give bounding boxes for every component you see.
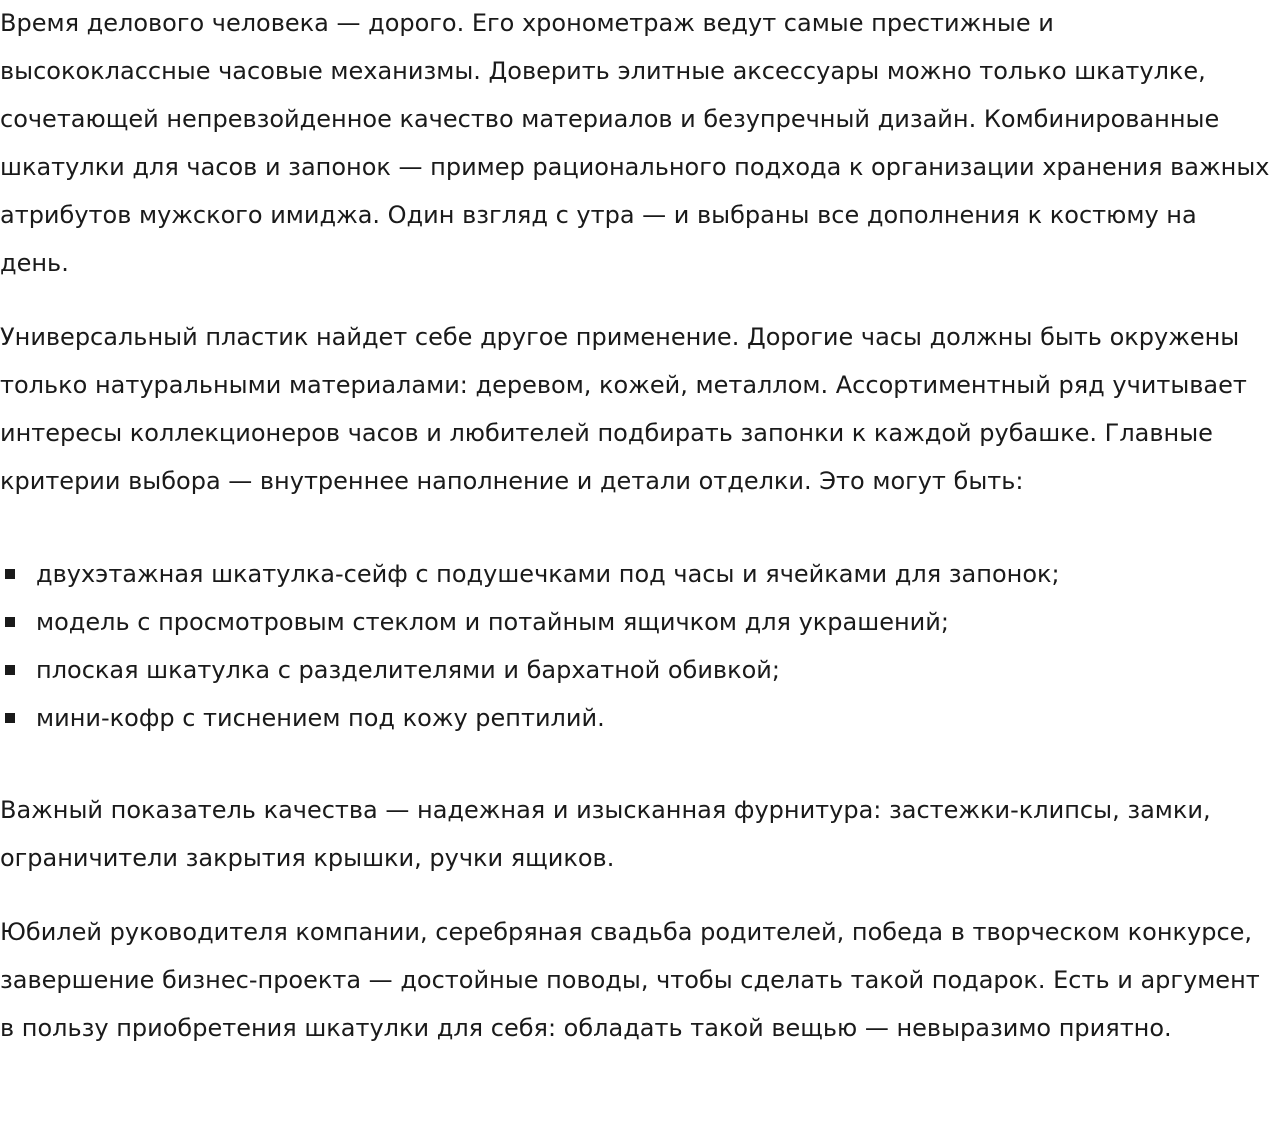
materials-paragraph: Универсальный пластик найдет себе другое применение. Дорогие часы должны быть окружены только натуральными материалами: деревом, кожей, металлом. Ассортиментный ряд учитывает интересы коллекционеров часов и любителей подбирать запонки к каждой рубашке. Главные критерии выбора — внутреннее наполнение и детали отделки. Это могут быть: [0,323,1247,495]
intro-paragraph: Время делового человека — дорого. Его хронометраж ведут самые престижные и высококлассные часовые механизмы. Доверить элитные аксессуары можно только шкатулке, сочетающей непревзойденное качество материалов и безупречный дизайн. Комбинированные шкатулки для часов и запонок — пример рационального подхода к организации хранения важных атрибутов мужского имиджа. Один взгляд с утра — и выбраны все дополнения к костюму на день. [0,9,1270,277]
square-bullet-icon [5,617,15,627]
box-types-list [0,550,1270,742]
square-bullet-icon [5,569,15,579]
list-item [0,598,1270,646]
list-item-text: модель с просмотровым стеклом и потайным ящичком для украшений; [36,608,949,636]
list-item-text: двухэтажная шкатулка-сейф с подушечками под часы и ячейками для запонок; [36,560,1060,588]
list-item [0,646,1270,694]
square-bullet-icon [5,713,15,723]
list-item [0,694,1270,742]
list-item-text: мини-кофр с тиснением под кожу рептилий. [36,704,605,732]
list-item-text: плоская шкатулка с разделителями и бархатной обивкой; [36,656,780,684]
gift-paragraph: Юбилей руководителя компании, серебряная свадьба родителей, победа в творческом конкурсе, завершение бизнес-проекта — достойные поводы, чтобы сделать такой подарок. Есть и аргумент в пользу приобретения шкатулки для себя: обладать такой вещью — невыразимо приятно. [0,918,1260,1042]
list-item [0,550,1270,598]
quality-paragraph: Важный показатель качества — надежная и изысканная фурнитура: застежки-клипсы, замки, ограничители закрытия крышки, ручки ящиков. [0,796,1211,872]
square-bullet-icon [5,665,15,675]
